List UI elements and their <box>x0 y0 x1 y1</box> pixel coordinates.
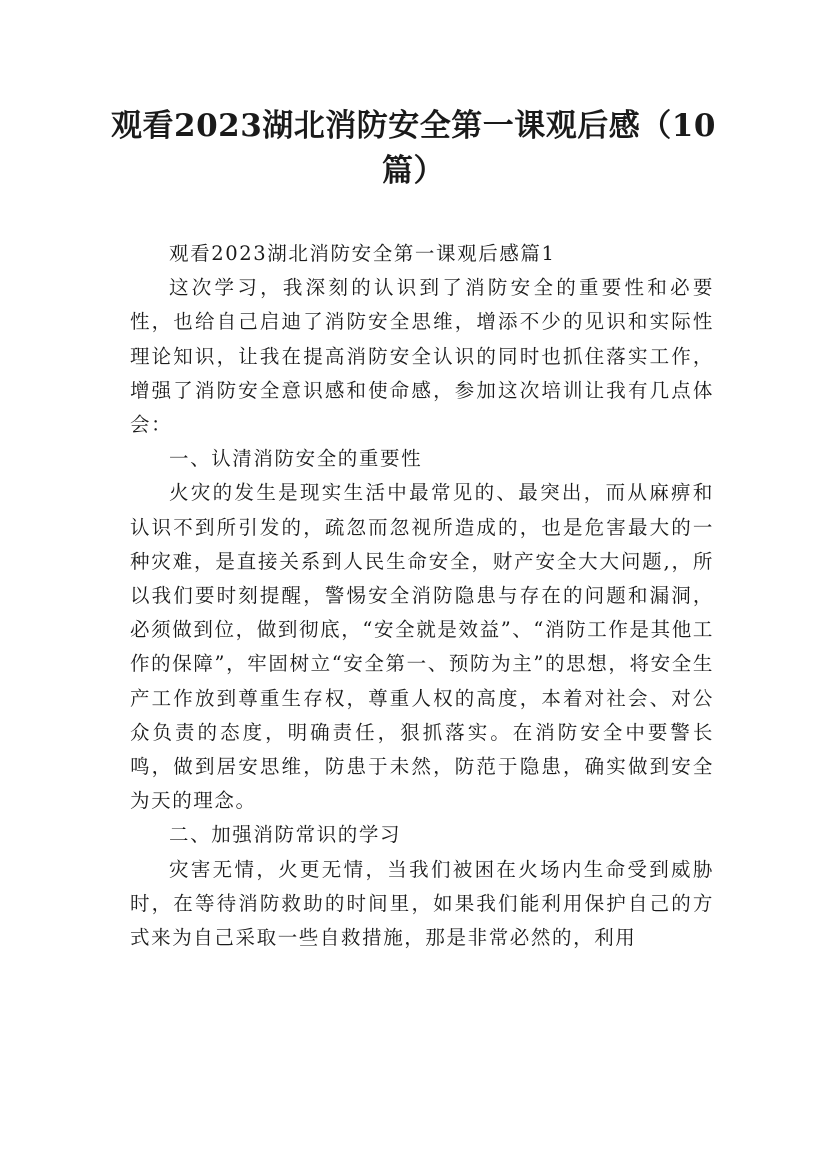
section-heading: 一、认清消防安全的重要性 <box>169 447 423 471</box>
body-paragraph: 这次学习，我深刻的认识到了消防安全的重要性和必要性，也给自己启迪了消防安全思维，增添不少的见识和实际性理论知识，让我在提高消防安全认识的同时也抓住落实工作，增强了消防安全意识感和使命感，参加这次培训让我有几点体会： <box>130 276 714 437</box>
body-paragraph: 灾害无情，火更无情，当我们被困在火场内生命受到威胁时，在等待消防救助的时间里，如果我们能利用保护自己的方式来为自己采取一些自救措施，那是非常必然的，利用 <box>130 857 714 950</box>
body-paragraph: 火灾的发生是现实生活中最常见的、最突出，而从麻痹和认识不到所引发的，疏忽而忽视所造成的，也是危害最大的一种灾难，是直接关系到人民生命安全，财产安全大大问题,，所以我们要时刻提醒，警惕安全消防隐患与存在的问题和漏洞，必须做到位，做到彻底，“安全就是效益”、“消防工作是其他工作的保障”，牢固树立“安全第一、预防为主”的思想，将安全生产工作放到尊重生存权，尊重人权的高度，本着对社会、对公众负责的态度，明确责任，狠抓落实。在消防安全中要警长鸣，做到居安思维，防患于未然，防范于隐患，确实做到安全为天的理念。 <box>130 481 714 813</box>
section-heading: 观看2023湖北消防安全第一课观后感篇1 <box>169 242 556 265</box>
document-body <box>130 237 714 955</box>
section-heading: 二、加强消防常识的学习 <box>169 823 402 847</box>
document-title: 观看2023湖北消防安全第一课观后感（10篇） <box>111 108 716 189</box>
